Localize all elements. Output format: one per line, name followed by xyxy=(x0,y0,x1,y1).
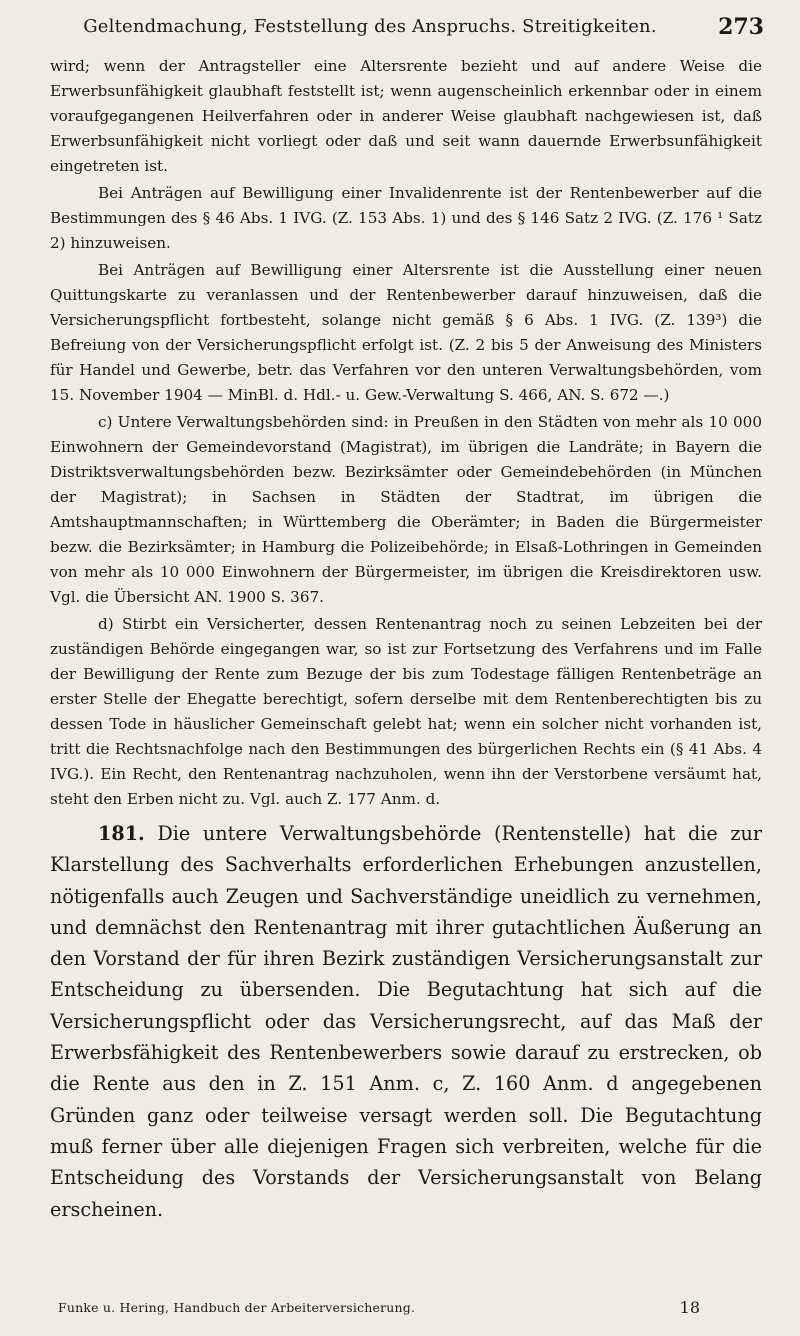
paragraph-continuation: wird; wenn der Antragsteller eine Altersrente bezieht und auf andere Weise die Erwerbsunfähigkeit glaubhaft feststellt ist; wenn augenscheinlich erkennbar oder in einem voraufgegangenen Heilverfahren oder in anderer Weise glaubhaft nachgewiesen ist, daß Erwerbsunfähigkeit nicht vorliegt oder daß und seit wann dauernde Erwerbsunfähigkeit eingetreten ist. xyxy=(50,57,762,175)
paragraph-altersrente: Bei Anträgen auf Bewilligung einer Altersrente ist die Ausstellung einer neuen Quittungskarte zu veranlassen und der Rentenbewerber darauf hinzuweisen, daß die Versicherungspflicht fortbesteht, solange nicht gemäß § 6 Abs. 1 IVG. (Z. 139³) die Befreiung von der Versicherungspflicht erfolgt ist. (Z. 2 bis 5 der Anweisung des Ministers für Handel und Gewerbe, betr. das Verfahren vor den unteren Verwaltungsbehörden, vom 15. November 1904 — MinBl. d. Hdl.- u. Gew.-Verwaltung S. 466, AN. S. 672 —.) xyxy=(50,261,762,404)
footer-imprint: Funke u. Hering, Handbuch der Arbeiterversicherung. xyxy=(58,1300,416,1315)
page-number: 273 xyxy=(718,14,764,40)
page-footer xyxy=(58,1298,700,1320)
paragraph-note-d: d) Stirbt ein Versicherter, dessen Rentenantrag noch zu seinen Lebzeiten bei der zuständigen Behörde eingegangen war, so ist zur Fortsetzung des Verfahrens und im Falle der Bewilligung der Rente zum Bezuge der bis zum Todestage fälligen Rentenbeträge an erster Stelle der Ehegatte berechtigt, sofern derselbe mit dem Rentenberechtigten bis zu dessen Tode in häuslicher Gemeinschaft gelebt hat; wenn ein solcher nicht vorhanden ist, tritt die Rechtsnachfolge nach den Bestimmungen des bürgerlichen Rechts ein (§ 41 Abs. 4 IVG.). Ein Recht, den Rentenantrag nachzuholen, wenn ihn der Verstorbene versäumt hat, steht den Erben nicht zu. Vgl. auch Z. 177 Anm. d. xyxy=(50,615,762,808)
section-text: Die untere Verwaltungsbehörde (Rentenstelle) hat die zur Klarstellung des Sachverhalts erforderlichen Erhebungen anzustellen, nötigenfalls auch Zeugen und Sachverständige uneidlich zu vernehmen, und demnächst den Rentenantrag mit ihrer gutachtlichen Äußerung an den Vorstand der für ihren Bezirk zuständigen Versicherungsanstalt zur Entscheidung zu übersenden. Die Begutachtung hat sich auf die Versicherungspflicht oder das Versicherungsrecht, auf das Maß der Erwerbsfähigkeit des Rentenbewerbers sowie darauf zu erstrecken, ob die Rente aus den in Z. 151 Anm. c, Z. 160 Anm. d angegebenen Gründen ganz oder teilweise versagt werden soll. Die Begutachtung muß ferner über alle diejenigen Fragen sich verbreiten, welche für die Entscheidung des Vorstands der Versicherungsanstalt von Belang erscheinen. xyxy=(50,822,762,1221)
paragraph-invalidenrente: Bei Anträgen auf Bewilligung einer Invalidenrente ist der Rentenbewerber auf die Bestimmungen des § 46 Abs. 1 IVG. (Z. 153 Abs. 1) und des § 146 Satz 2 IVG. (Z. 176 ¹ Satz 2) hinzuweisen. xyxy=(50,184,762,252)
page-header xyxy=(40,14,764,44)
section-number: 181. xyxy=(98,822,145,845)
body-text xyxy=(50,54,762,1225)
section-181 xyxy=(50,818,762,1225)
paragraph-note-c: c) Untere Verwaltungsbehörden sind: in Preußen in den Städten von mehr als 10 000 Einwohnern der Gemeindevorstand (Magistrat), im übrigen die Landräte; in Bayern die Distriktsverwaltungsbehörden bezw. Bezirksämter oder Gemeindebehörden (in München der Magistrat); in Sachsen in Städten der Stadtrat, im übrigen die Amtshauptmannschaften; in Württemberg die Oberämter; in Baden die Bürgermeister bezw. die Bezirksämter; in Hamburg die Polizeibehörde; in Elsaß-Lothringen in Gemeinden von mehr als 10 000 Einwohnern der Bürgermeister, im übrigen die Kreisdirektoren usw. Vgl. die Übersicht AN. 1900 S. 367. xyxy=(50,413,762,606)
running-head: Geltendmachung, Feststellung des Anspruchs. Streitigkeiten. xyxy=(83,16,657,37)
footer-signature: 18 xyxy=(679,1298,700,1317)
